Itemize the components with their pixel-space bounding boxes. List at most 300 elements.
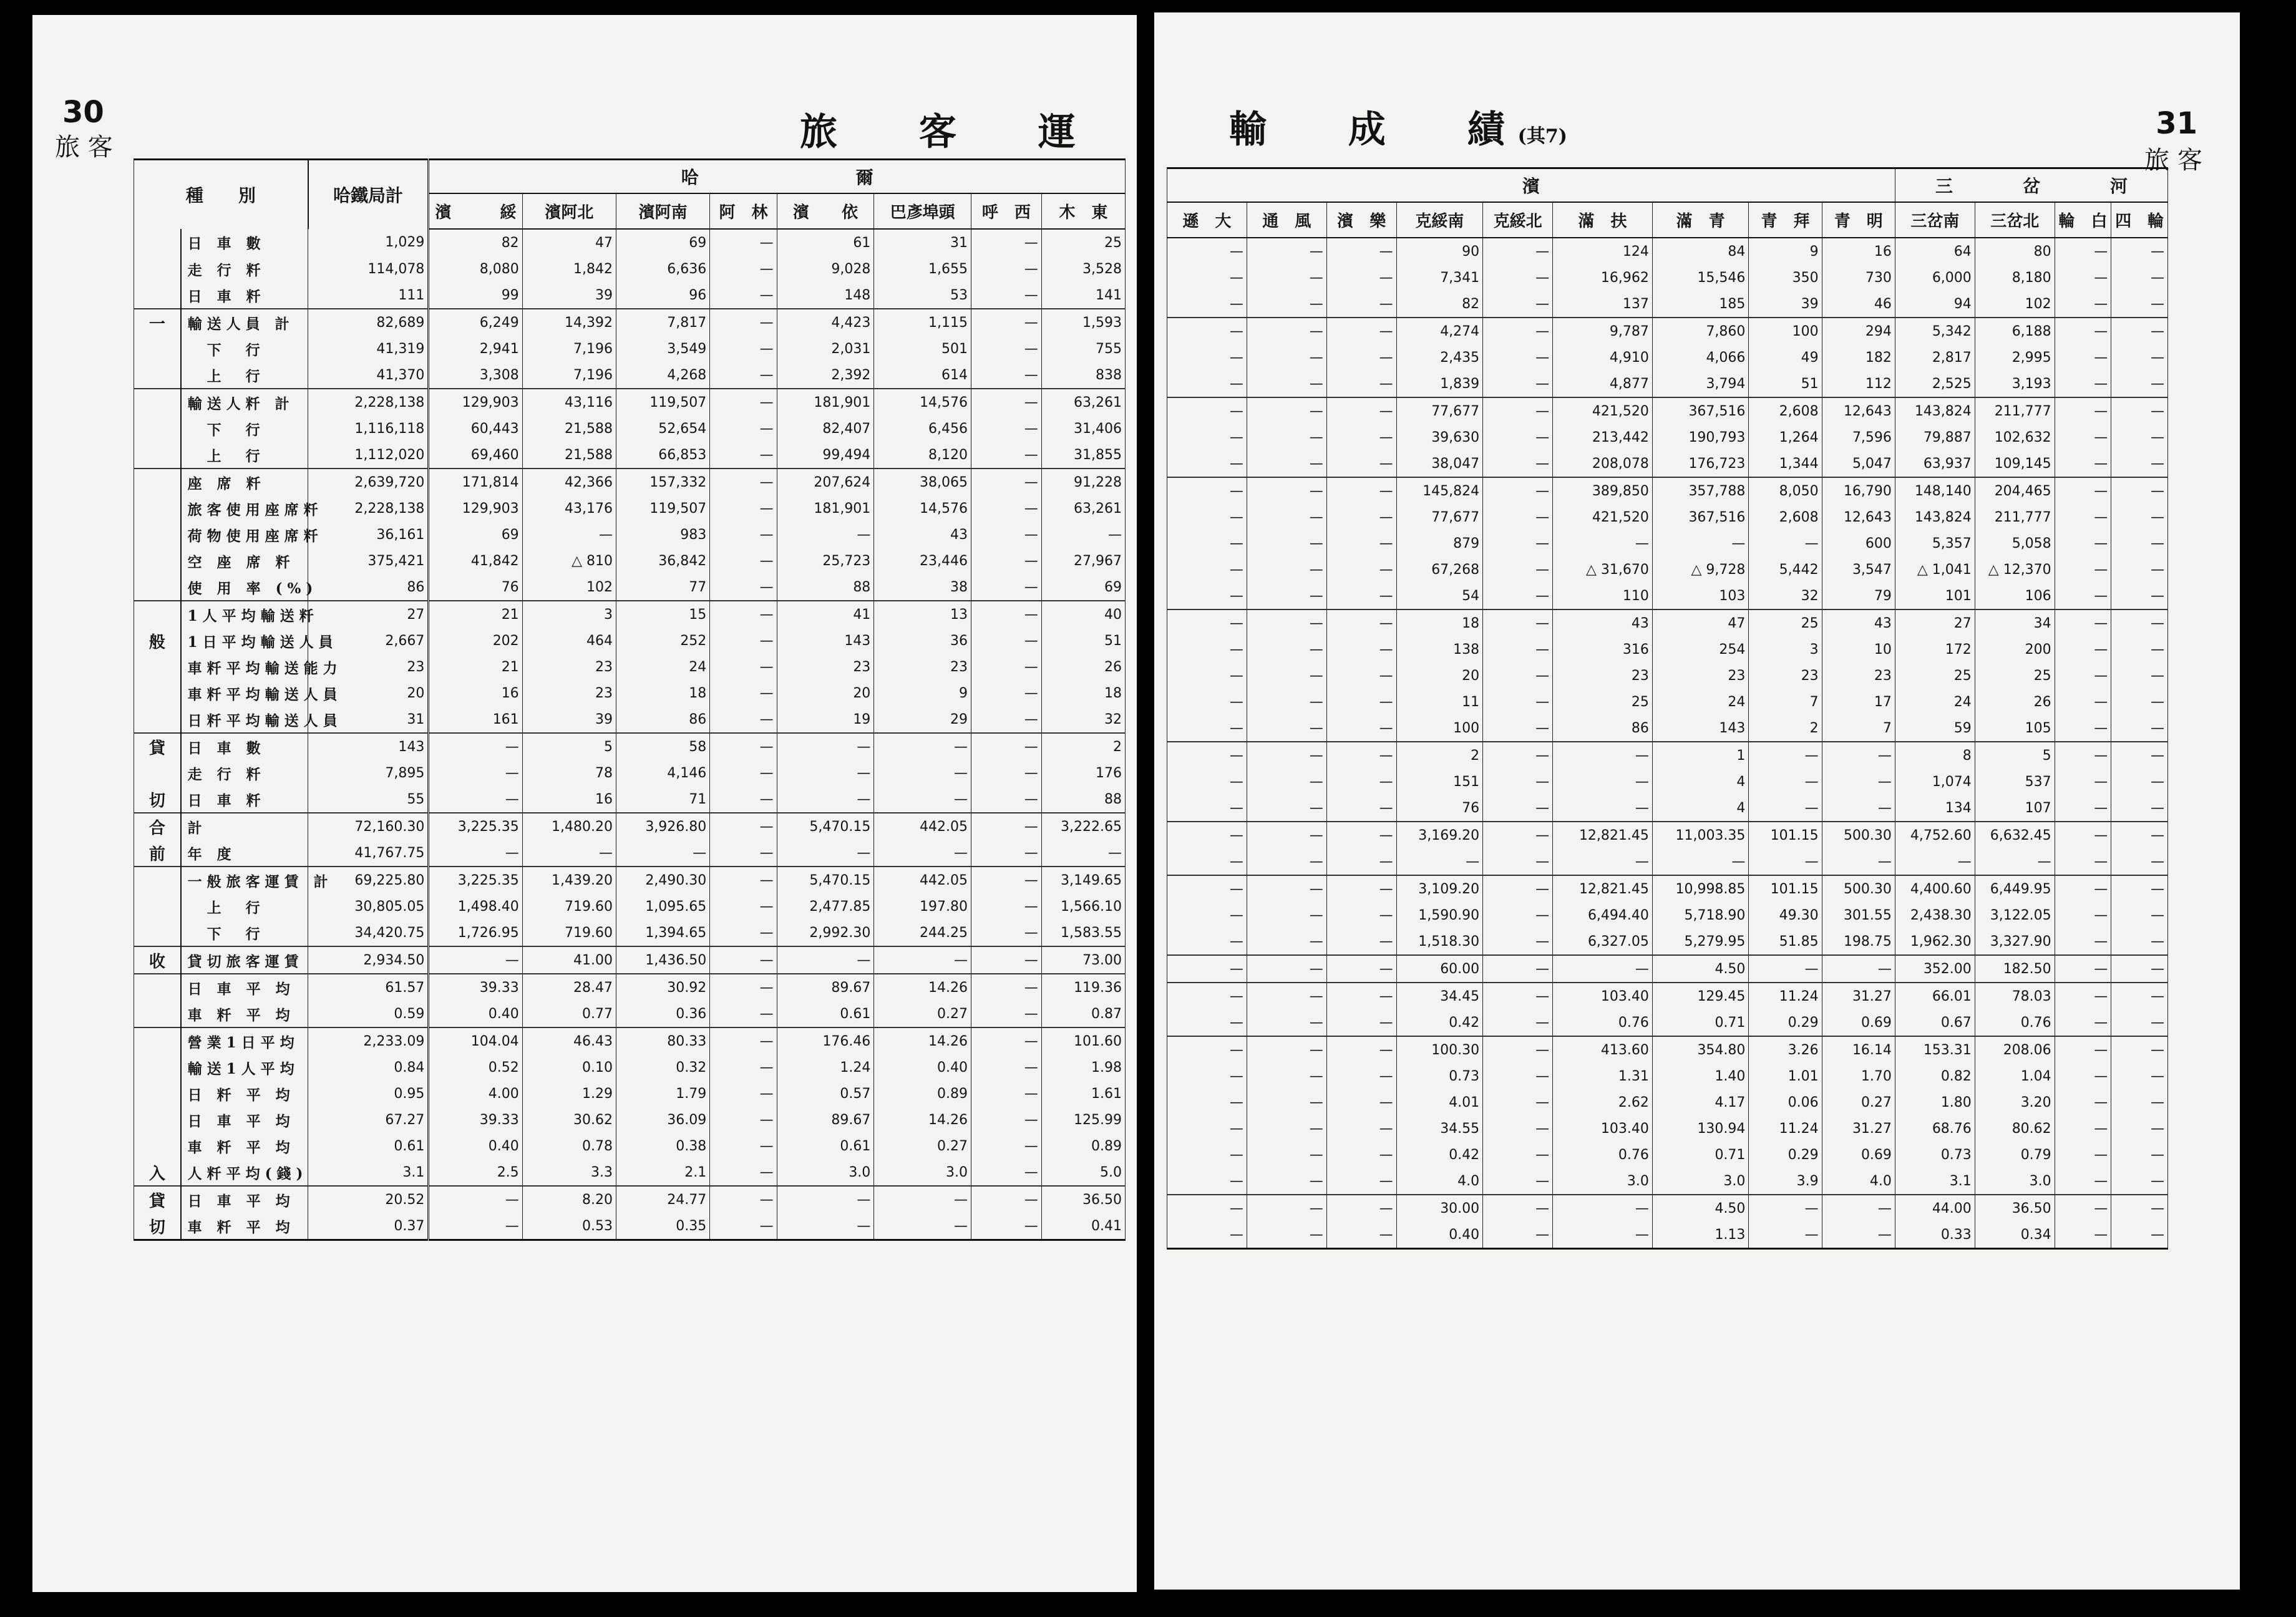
table-cell: — bbox=[1483, 1168, 1553, 1195]
table-cell: 11 bbox=[1396, 689, 1483, 715]
table-cell: 72,160.30 bbox=[308, 813, 429, 840]
table-cell: — bbox=[1167, 583, 1247, 609]
table-cell: 16,962 bbox=[1553, 265, 1653, 291]
table-cell: — bbox=[1167, 477, 1247, 504]
table-cell: — bbox=[1483, 769, 1553, 795]
table-cell: 208,078 bbox=[1553, 450, 1653, 477]
table-row bbox=[1167, 424, 2168, 450]
table-cell: 2,438.30 bbox=[1895, 902, 1975, 928]
table-cell: 4,268 bbox=[616, 362, 709, 389]
table-cell: 110 bbox=[1553, 583, 1653, 609]
table-row bbox=[1167, 477, 2168, 504]
table-cell: 3,549 bbox=[616, 336, 709, 362]
table-cell: 0.69 bbox=[1822, 1142, 1895, 1168]
table-cell: 30.62 bbox=[522, 1107, 616, 1133]
table-cell: 13 bbox=[874, 601, 971, 628]
table-cell: 101 bbox=[1895, 583, 1975, 609]
table-cell: 2,992.30 bbox=[777, 920, 874, 946]
table-cell: 16 bbox=[1822, 238, 1895, 265]
table-cell: 3,122.05 bbox=[1975, 902, 2055, 928]
table-cell: 96 bbox=[616, 282, 709, 309]
table-cell: — bbox=[2111, 1089, 2168, 1115]
table-cell: — bbox=[2055, 1115, 2111, 1142]
table-cell: 7 bbox=[1822, 715, 1895, 742]
table-row bbox=[134, 362, 1126, 389]
table-cell: — bbox=[1652, 848, 1749, 875]
table-cell: — bbox=[1247, 715, 1326, 742]
table-cell: — bbox=[1326, 556, 1396, 583]
row-label: 年 度 bbox=[181, 840, 308, 867]
table-cell: 102 bbox=[1975, 291, 2055, 318]
table-cell: — bbox=[1326, 795, 1396, 822]
row-label: 走 行 粁 bbox=[181, 256, 308, 282]
table-cell: — bbox=[2055, 583, 2111, 609]
table-cell: — bbox=[1822, 795, 1895, 822]
table-cell: — bbox=[1326, 983, 1396, 1009]
table-cell: — bbox=[1326, 1142, 1396, 1168]
table-cell: 0.84 bbox=[308, 1054, 429, 1080]
row-group-label: 切 bbox=[134, 786, 181, 813]
table-cell: 41.00 bbox=[522, 946, 616, 974]
table-cell: 7,341 bbox=[1396, 265, 1483, 291]
table-cell: — bbox=[1749, 742, 1822, 769]
table-cell: — bbox=[1247, 742, 1326, 769]
table-cell: — bbox=[777, 840, 874, 867]
table-cell: 5,718.90 bbox=[1652, 902, 1749, 928]
table-cell: 4,423 bbox=[777, 309, 874, 336]
table-cell: 4,752.60 bbox=[1895, 822, 1975, 848]
table-cell: — bbox=[2111, 928, 2168, 955]
table-cell: 1,394.65 bbox=[616, 920, 709, 946]
table-cell: 3.0 bbox=[777, 1159, 874, 1186]
table-cell: — bbox=[710, 469, 777, 495]
column-header: 濱 樂 bbox=[1326, 202, 1396, 238]
table-cell: 19 bbox=[777, 706, 874, 733]
row-label: 一般旅客運賃 計 bbox=[181, 867, 308, 893]
table-cell: — bbox=[1167, 1221, 1247, 1249]
table-cell: — bbox=[2111, 424, 2168, 450]
table-cell: 46 bbox=[1822, 291, 1895, 318]
category-header: 種 別 bbox=[134, 160, 308, 230]
table-cell: 3,169.20 bbox=[1396, 822, 1483, 848]
table-cell: 47 bbox=[522, 229, 616, 256]
table-row bbox=[134, 1080, 1126, 1107]
table-row bbox=[1167, 636, 2168, 663]
table-cell: — bbox=[1326, 928, 1396, 955]
table-cell: — bbox=[2055, 609, 2111, 636]
table-cell: 24 bbox=[1652, 689, 1749, 715]
table-cell: 80.33 bbox=[616, 1027, 709, 1054]
table-cell: — bbox=[710, 946, 777, 974]
table-cell: — bbox=[1326, 504, 1396, 530]
row-label: 上 行 bbox=[181, 893, 308, 920]
row-group-label bbox=[134, 1027, 181, 1054]
table-cell: 3,222.65 bbox=[1041, 813, 1125, 840]
row-label: 計 bbox=[181, 813, 308, 840]
table-cell: — bbox=[971, 574, 1041, 601]
table-cell: — bbox=[971, 946, 1041, 974]
table-cell: 0.40 bbox=[429, 1133, 522, 1159]
table-cell: 66,853 bbox=[616, 442, 709, 469]
table-cell: — bbox=[710, 229, 777, 256]
table-cell: 21,588 bbox=[522, 415, 616, 442]
table-cell: 12,821.45 bbox=[1553, 875, 1653, 902]
table-cell: 2.62 bbox=[1553, 1089, 1653, 1115]
table-cell: — bbox=[777, 946, 874, 974]
table-cell: — bbox=[1167, 715, 1247, 742]
table-row bbox=[134, 1213, 1126, 1240]
table-cell: 2.5 bbox=[429, 1159, 522, 1186]
table-cell: 0.73 bbox=[1396, 1063, 1483, 1089]
title-suffix: (其7) bbox=[1517, 125, 1567, 147]
right-running-head: 旅 客 bbox=[2144, 146, 2202, 175]
table-cell: 60,443 bbox=[429, 415, 522, 442]
table-cell: △ 9,728 bbox=[1652, 556, 1749, 583]
table-cell: — bbox=[1822, 769, 1895, 795]
table-cell: — bbox=[2111, 583, 2168, 609]
title-char: 旅 bbox=[800, 110, 837, 154]
table-cell: 6,494.40 bbox=[1553, 902, 1653, 928]
table-cell: 100 bbox=[1396, 715, 1483, 742]
table-cell: 1,839 bbox=[1396, 371, 1483, 397]
table-cell: 2,233.09 bbox=[308, 1027, 429, 1054]
table-cell: — bbox=[2055, 769, 2111, 795]
table-cell: 17 bbox=[1822, 689, 1895, 715]
table-cell: 14,392 bbox=[522, 309, 616, 336]
table-cell: — bbox=[971, 362, 1041, 389]
table-cell: — bbox=[1749, 1221, 1822, 1249]
table-cell: 3,109.20 bbox=[1396, 875, 1483, 902]
row-group-label bbox=[134, 522, 181, 548]
row-label: 走 行 粁 bbox=[181, 760, 308, 786]
table-cell: — bbox=[1822, 1221, 1895, 1249]
table-cell: 86 bbox=[308, 574, 429, 601]
table-cell: — bbox=[874, 1213, 971, 1240]
table-cell: — bbox=[1247, 504, 1326, 530]
table-cell: 211,777 bbox=[1975, 504, 2055, 530]
table-cell: — bbox=[2111, 530, 2168, 556]
table-row bbox=[134, 256, 1126, 282]
table-cell: — bbox=[1483, 397, 1553, 424]
table-cell: 69 bbox=[616, 229, 709, 256]
table-cell: — bbox=[1247, 556, 1326, 583]
table-cell: — bbox=[1483, 1221, 1553, 1249]
table-cell: 1.61 bbox=[1041, 1080, 1125, 1107]
table-cell: — bbox=[1326, 636, 1396, 663]
row-group-label bbox=[134, 256, 181, 282]
table-row bbox=[1167, 291, 2168, 318]
table-cell: — bbox=[1167, 1036, 1247, 1063]
table-cell: 2 bbox=[1041, 733, 1125, 760]
table-cell: — bbox=[1483, 424, 1553, 450]
table-row bbox=[1167, 848, 2168, 875]
table-cell: — bbox=[971, 282, 1041, 309]
table-row bbox=[134, 1133, 1126, 1159]
table-cell: 6,632.45 bbox=[1975, 822, 2055, 848]
table-cell: 34 bbox=[1975, 609, 2055, 636]
table-cell: — bbox=[1326, 955, 1396, 983]
table-row bbox=[134, 309, 1126, 336]
table-cell: — bbox=[1247, 928, 1326, 955]
left-running-head: 旅 客 bbox=[55, 133, 113, 162]
table-cell: 143,824 bbox=[1895, 397, 1975, 424]
table-cell: — bbox=[1167, 955, 1247, 983]
table-cell: 9 bbox=[1749, 238, 1822, 265]
table-cell: 0.29 bbox=[1749, 1142, 1822, 1168]
table-cell: 103.40 bbox=[1553, 1115, 1653, 1142]
row-group-label bbox=[134, 442, 181, 469]
table-cell: — bbox=[710, 256, 777, 282]
row-label: 車粁平均輸送人員 bbox=[181, 680, 308, 706]
table-cell: 77,677 bbox=[1396, 397, 1483, 424]
table-cell: — bbox=[1247, 265, 1326, 291]
table-cell: — bbox=[1167, 344, 1247, 371]
table-cell: — bbox=[1483, 983, 1553, 1009]
right-page bbox=[1154, 12, 2240, 1590]
table-cell: 82 bbox=[429, 229, 522, 256]
row-label: 空 座 席 粁 bbox=[181, 548, 308, 574]
table-cell: 0.10 bbox=[522, 1054, 616, 1080]
table-cell: 0.67 bbox=[1895, 1009, 1975, 1036]
row-label: 1日平均輸送人員 bbox=[181, 628, 308, 654]
row-group-label: 合 bbox=[134, 813, 181, 840]
table-cell: 0.77 bbox=[522, 1001, 616, 1027]
table-cell: — bbox=[2111, 636, 2168, 663]
table-cell: 0.69 bbox=[1822, 1009, 1895, 1036]
table-cell: 1,029 bbox=[308, 229, 429, 256]
table-cell: 2,228,138 bbox=[308, 495, 429, 522]
table-cell: 5.0 bbox=[1041, 1159, 1125, 1186]
table-cell: 0.87 bbox=[1041, 1001, 1125, 1027]
table-cell: 3 bbox=[522, 601, 616, 628]
column-header: 四 輪 bbox=[2111, 202, 2168, 238]
table-cell: 0.61 bbox=[777, 1001, 874, 1027]
table-cell: — bbox=[710, 1213, 777, 1240]
table-cell: 24 bbox=[1895, 689, 1975, 715]
table-cell: — bbox=[1326, 848, 1396, 875]
table-cell: 2,608 bbox=[1749, 504, 1822, 530]
row-label: 下 行 bbox=[181, 920, 308, 946]
table-cell: 5,342 bbox=[1895, 318, 1975, 344]
table-cell: 31 bbox=[308, 706, 429, 733]
table-cell: 614 bbox=[874, 362, 971, 389]
table-cell: 3 bbox=[1749, 636, 1822, 663]
table-cell: 8,180 bbox=[1975, 265, 2055, 291]
table-cell: 4,910 bbox=[1553, 344, 1653, 371]
table-cell: 1,593 bbox=[1041, 309, 1125, 336]
table-cell: 31.27 bbox=[1822, 983, 1895, 1009]
table-cell: 3.0 bbox=[1553, 1168, 1653, 1195]
table-cell: 38 bbox=[874, 574, 971, 601]
table-cell: 3,193 bbox=[1975, 371, 2055, 397]
table-row bbox=[134, 601, 1126, 628]
table-cell: 0.29 bbox=[1749, 1009, 1822, 1036]
table-cell: 14,576 bbox=[874, 495, 971, 522]
table-cell: 500.30 bbox=[1822, 822, 1895, 848]
table-cell: — bbox=[1167, 928, 1247, 955]
table-cell: 8,050 bbox=[1749, 477, 1822, 504]
table-cell: 43 bbox=[1553, 609, 1653, 636]
row-group-label bbox=[134, 415, 181, 442]
table-cell: 88 bbox=[777, 574, 874, 601]
table-cell: 36.50 bbox=[1975, 1195, 2055, 1221]
table-cell: 0.06 bbox=[1749, 1089, 1822, 1115]
table-cell: — bbox=[1167, 318, 1247, 344]
table-cell: — bbox=[2055, 344, 2111, 371]
row-group-label: 收 bbox=[134, 946, 181, 974]
table-cell: 137 bbox=[1553, 291, 1653, 318]
table-cell: — bbox=[1652, 530, 1749, 556]
table-cell: — bbox=[1247, 1036, 1326, 1063]
table-cell: — bbox=[1247, 609, 1326, 636]
table-cell: 254 bbox=[1652, 636, 1749, 663]
table-cell: 51 bbox=[1749, 371, 1822, 397]
table-cell: — bbox=[710, 1080, 777, 1107]
table-cell: 190,793 bbox=[1652, 424, 1749, 450]
table-cell: 23 bbox=[1822, 663, 1895, 689]
table-cell: — bbox=[2055, 902, 2111, 928]
row-group-label bbox=[134, 1133, 181, 1159]
table-cell: 0.36 bbox=[616, 1001, 709, 1027]
table-cell: — bbox=[2111, 1115, 2168, 1142]
table-cell: 157,332 bbox=[616, 469, 709, 495]
table-cell: 3,926.80 bbox=[616, 813, 709, 840]
title-right bbox=[1229, 100, 1567, 153]
table-cell: 23 bbox=[874, 654, 971, 680]
table-cell: 10,998.85 bbox=[1652, 875, 1749, 902]
table-cell: 1.80 bbox=[1895, 1089, 1975, 1115]
table-cell: — bbox=[1167, 504, 1247, 530]
table-cell: — bbox=[2111, 848, 2168, 875]
table-cell: — bbox=[2111, 663, 2168, 689]
table-cell: 1,436.50 bbox=[616, 946, 709, 974]
table-cell: 5 bbox=[1975, 742, 2055, 769]
table-cell: — bbox=[522, 840, 616, 867]
table-cell: — bbox=[1247, 1168, 1326, 1195]
table-cell: — bbox=[2055, 928, 2111, 955]
table-row bbox=[134, 469, 1126, 495]
table-cell: — bbox=[2055, 848, 2111, 875]
table-cell: 7,860 bbox=[1652, 318, 1749, 344]
row-group-label bbox=[134, 469, 181, 495]
table-cell: — bbox=[1483, 1036, 1553, 1063]
table-cell: — bbox=[1167, 397, 1247, 424]
table-cell: 207,624 bbox=[777, 469, 874, 495]
table-cell: 0.95 bbox=[308, 1080, 429, 1107]
table-cell: 89.67 bbox=[777, 1107, 874, 1133]
table-cell: — bbox=[1553, 955, 1653, 983]
row-group-label bbox=[134, 893, 181, 920]
left-page bbox=[32, 15, 1137, 1592]
table-cell: — bbox=[1483, 556, 1553, 583]
table-cell: — bbox=[971, 1001, 1041, 1027]
row-group-label bbox=[134, 1080, 181, 1107]
table-cell: 1.31 bbox=[1553, 1063, 1653, 1089]
table-cell: — bbox=[874, 786, 971, 813]
table-cell: 102 bbox=[522, 574, 616, 601]
table-cell: — bbox=[1326, 371, 1396, 397]
table-cell: — bbox=[2055, 318, 2111, 344]
table-cell: — bbox=[710, 1107, 777, 1133]
table-cell: 6,327.05 bbox=[1553, 928, 1653, 955]
table-row bbox=[1167, 1063, 2168, 1089]
table-cell: 5,357 bbox=[1895, 530, 1975, 556]
table-cell: 103 bbox=[1652, 583, 1749, 609]
table-cell: 2,934.50 bbox=[308, 946, 429, 974]
table-cell: 143 bbox=[777, 628, 874, 654]
table-cell: — bbox=[1483, 609, 1553, 636]
table-cell: — bbox=[710, 1186, 777, 1213]
row-label: 日粁平均輸送人員 bbox=[181, 706, 308, 733]
table-cell: 1,583.55 bbox=[1041, 920, 1125, 946]
table-cell: 51.85 bbox=[1749, 928, 1822, 955]
group-header: 哈 爾 bbox=[429, 160, 1126, 194]
table-row bbox=[1167, 1115, 2168, 1142]
group-header: 三 岔 河 bbox=[1895, 168, 2167, 203]
table-cell: — bbox=[1247, 583, 1326, 609]
table-cell: 124 bbox=[1553, 238, 1653, 265]
table-cell: 119,507 bbox=[616, 389, 709, 415]
table-row bbox=[134, 867, 1126, 893]
table-cell: 15 bbox=[616, 601, 709, 628]
table-cell: 2 bbox=[1396, 742, 1483, 769]
table-cell: 54 bbox=[1396, 583, 1483, 609]
table-cell: 2,639,720 bbox=[308, 469, 429, 495]
table-row bbox=[134, 1054, 1126, 1080]
table-cell: — bbox=[1167, 1063, 1247, 1089]
table-cell: — bbox=[710, 1133, 777, 1159]
table-cell: — bbox=[710, 920, 777, 946]
table-cell: 4.50 bbox=[1652, 955, 1749, 983]
row-group-label bbox=[134, 760, 181, 786]
table-cell: 8.20 bbox=[522, 1186, 616, 1213]
table-cell: — bbox=[1326, 769, 1396, 795]
table-cell: 111 bbox=[308, 282, 429, 309]
table-cell: 1,095.65 bbox=[616, 893, 709, 920]
table-cell: 4,400.60 bbox=[1895, 875, 1975, 902]
table-cell: — bbox=[2111, 371, 2168, 397]
table-cell: — bbox=[1167, 424, 1247, 450]
table-cell: — bbox=[710, 867, 777, 893]
table-cell: 2 bbox=[1749, 715, 1822, 742]
table-cell: 2,525 bbox=[1895, 371, 1975, 397]
table-cell: 79 bbox=[1822, 583, 1895, 609]
table-cell: 32 bbox=[1041, 706, 1125, 733]
table-row bbox=[1167, 583, 2168, 609]
table-cell: 2,941 bbox=[429, 336, 522, 362]
table-cell: — bbox=[2055, 822, 2111, 848]
table-cell: 5,047 bbox=[1822, 450, 1895, 477]
table-cell: 4.0 bbox=[1822, 1168, 1895, 1195]
table-cell: 59 bbox=[1895, 715, 1975, 742]
table-cell: — bbox=[1483, 1009, 1553, 1036]
table-cell: — bbox=[710, 840, 777, 867]
table-cell: — bbox=[1326, 424, 1396, 450]
table-cell: 2,435 bbox=[1396, 344, 1483, 371]
table-row bbox=[1167, 902, 2168, 928]
table-cell: 67,268 bbox=[1396, 556, 1483, 583]
table-cell: — bbox=[1326, 1009, 1396, 1036]
table-cell: 3.1 bbox=[308, 1159, 429, 1186]
table-row bbox=[1167, 556, 2168, 583]
table-row bbox=[1167, 265, 2168, 291]
table-cell: — bbox=[2111, 504, 2168, 530]
table-row bbox=[134, 1186, 1126, 1213]
table-cell: — bbox=[1247, 371, 1326, 397]
table-cell: 2.1 bbox=[616, 1159, 709, 1186]
table-cell: 0.89 bbox=[1041, 1133, 1125, 1159]
table-cell: — bbox=[971, 256, 1041, 282]
